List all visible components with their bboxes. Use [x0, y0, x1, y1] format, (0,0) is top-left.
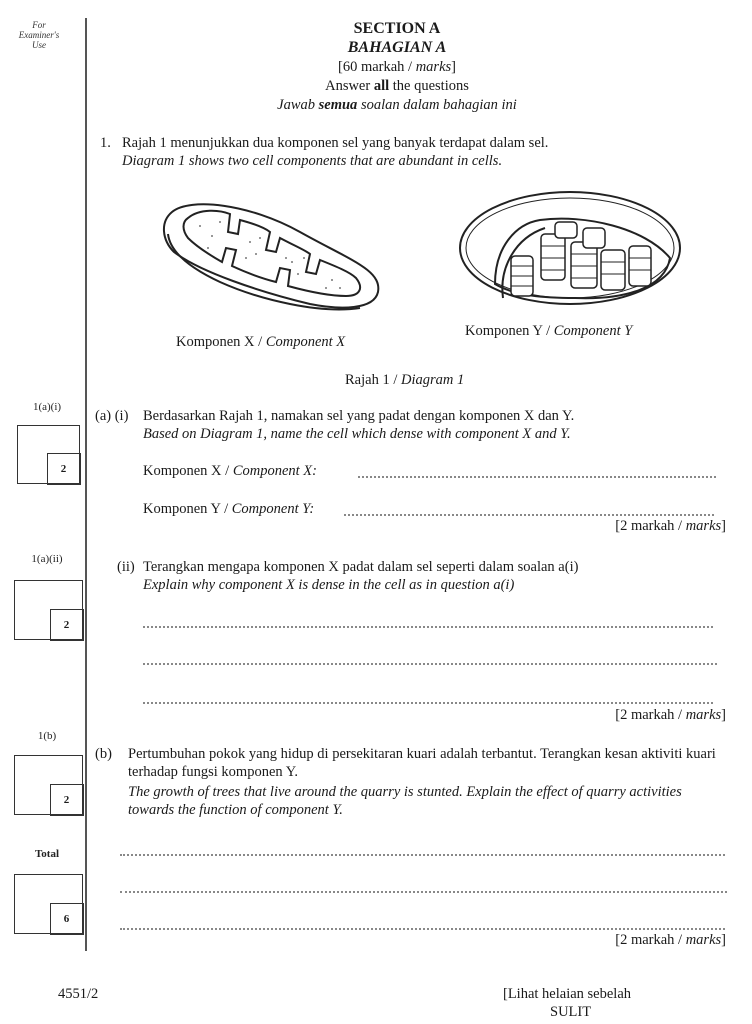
answer-y-english: Component Y: [231, 501, 310, 517]
answer-pre: Answer: [325, 78, 374, 94]
diagram-caption: [345, 371, 464, 389]
next-page-note: [Lihat helaian sebelah: [503, 986, 632, 1002]
marks-b-text: [2 markah /: [615, 932, 686, 948]
side-label-1aii: 1(a)(ii): [31, 553, 63, 565]
mark-box-1ai-max: 2: [47, 453, 81, 485]
component-x-label: [176, 333, 345, 351]
marks-b-close: ]: [721, 932, 726, 948]
mark-box-1aii-max: 2: [50, 609, 84, 641]
chloroplast-diagram: [455, 188, 685, 318]
marks-a-ii-en: marks: [685, 707, 722, 723]
total-marks-en: marks: [415, 59, 452, 75]
component-y-english: Component Y: [553, 323, 633, 339]
answer-bold: all: [373, 78, 390, 94]
part-a-ii-malay: Terangkan mengapa komponen X padat dalam sel seperti dalam soalan a(i): [143, 559, 579, 575]
total-marks: [87, 59, 707, 76]
part-a-ii-prefix: (ii): [117, 559, 135, 575]
sulit-label: SULIT: [550, 1004, 592, 1020]
jawab-pre: Jawab: [277, 97, 319, 113]
part-a-i-english: Based on Diagram 1, name the cell which dense with component X and Y.: [143, 426, 571, 442]
question-number: 1.: [100, 135, 111, 151]
jawab-instruction: [87, 97, 707, 114]
part-b-prefix: (b): [95, 746, 112, 762]
mark-box-total[interactable]: [14, 874, 83, 934]
answer-a-ii-line-1[interactable]: [143, 624, 713, 628]
jawab-bold: semua: [318, 97, 358, 113]
marks-a-i-text: [2 markah /: [615, 518, 686, 534]
question-stem-english: Diagram 1 shows two cell components that are abundant in cells.: [122, 153, 503, 169]
part-a-i-malay: Berdasarkan Rajah 1, namakan sel yang padat dengan komponen X dan Y.: [143, 408, 575, 424]
component-y-label: [465, 322, 632, 340]
marks-a-i-close: ]: [721, 518, 726, 534]
examiner-use-label: [14, 20, 64, 50]
bahagian-title: BAHAGIAN A: [347, 39, 447, 56]
mitochondrion-diagram: [160, 192, 388, 314]
component-x-english: Component X: [265, 334, 346, 350]
mark-box-total-max: 6: [50, 903, 84, 935]
mark-box-1aii[interactable]: [14, 580, 83, 640]
part-a-ii-english: Explain why component X is dense in the cell as in question a(i): [143, 577, 515, 593]
side-label-1b: 1(b): [37, 730, 57, 742]
answer-y-colon: :: [309, 501, 315, 517]
mark-box-1b-max: 2: [50, 784, 84, 816]
marks-a-i: [615, 518, 726, 535]
answer-x-english: Component X: [232, 463, 313, 479]
marks-b: [615, 932, 726, 949]
examiner-line-1: For: [32, 20, 46, 30]
answer-b-line-2[interactable]: [120, 889, 727, 893]
mark-box-1ai[interactable]: [17, 425, 80, 484]
answer-x-colon: :: [312, 463, 317, 479]
answer-x-label: [143, 462, 317, 480]
diagram-caption-english: Diagram 1: [400, 372, 465, 388]
answer-y-label: [143, 500, 314, 518]
mark-box-1b[interactable]: [14, 755, 83, 815]
marks-a-ii-close: ]: [721, 707, 726, 723]
marks-a-ii: [615, 707, 726, 724]
answer-b-line-1[interactable]: [120, 852, 725, 856]
part-b-english: The growth of trees that live around the quarry is stunted. Explain the effect of quarry activities towards the function of component Y.: [128, 784, 682, 818]
question-stem-malay: Rajah 1 menunjukkan dua komponen sel yang banyak terdapat dalam sel.: [122, 135, 549, 151]
total-marks-close: ]: [451, 59, 456, 75]
marks-b-en: marks: [685, 932, 722, 948]
answer-y-malay: Komponen Y /: [143, 501, 232, 517]
component-y-malay: Komponen Y /: [465, 323, 554, 339]
answer-post: the questions: [389, 78, 469, 94]
answer-y-line[interactable]: [344, 512, 714, 516]
part-b-malay: Pertumbuhan pokok yang hidup di persekitaran kuari adalah terbantut. Terangkan kesan aktiviti kuari terhadap fungsi komponen Y.: [128, 746, 716, 780]
total-marks-text: [60 markah /: [337, 59, 416, 75]
marks-a-ii-text: [2 markah /: [615, 707, 686, 723]
examiner-line-2: Examiner's: [18, 30, 60, 40]
answer-a-ii-line-3[interactable]: [143, 700, 713, 704]
diagram-caption-malay: Rajah 1 /: [345, 372, 401, 388]
part-a-i-prefix: (a) (i): [95, 408, 129, 424]
answer-b-line-3[interactable]: [120, 926, 725, 930]
total-label: Total: [34, 848, 60, 860]
answer-x-malay: Komponen X /: [143, 463, 233, 479]
answer-x-line[interactable]: [358, 474, 716, 478]
section-title: SECTION A: [353, 20, 441, 37]
marks-a-i-en: marks: [685, 518, 722, 534]
answer-instruction: [87, 78, 707, 95]
margin-divider: [85, 18, 87, 951]
component-x-malay: Komponen X /: [176, 334, 266, 350]
answer-a-ii-line-2[interactable]: [143, 661, 717, 665]
examiner-line-3: Use: [32, 40, 46, 50]
paper-code: 4551/2: [58, 986, 99, 1002]
jawab-post: soalan dalam bahagian ini: [357, 97, 517, 113]
side-label-1ai: 1(a)(i): [32, 401, 62, 413]
